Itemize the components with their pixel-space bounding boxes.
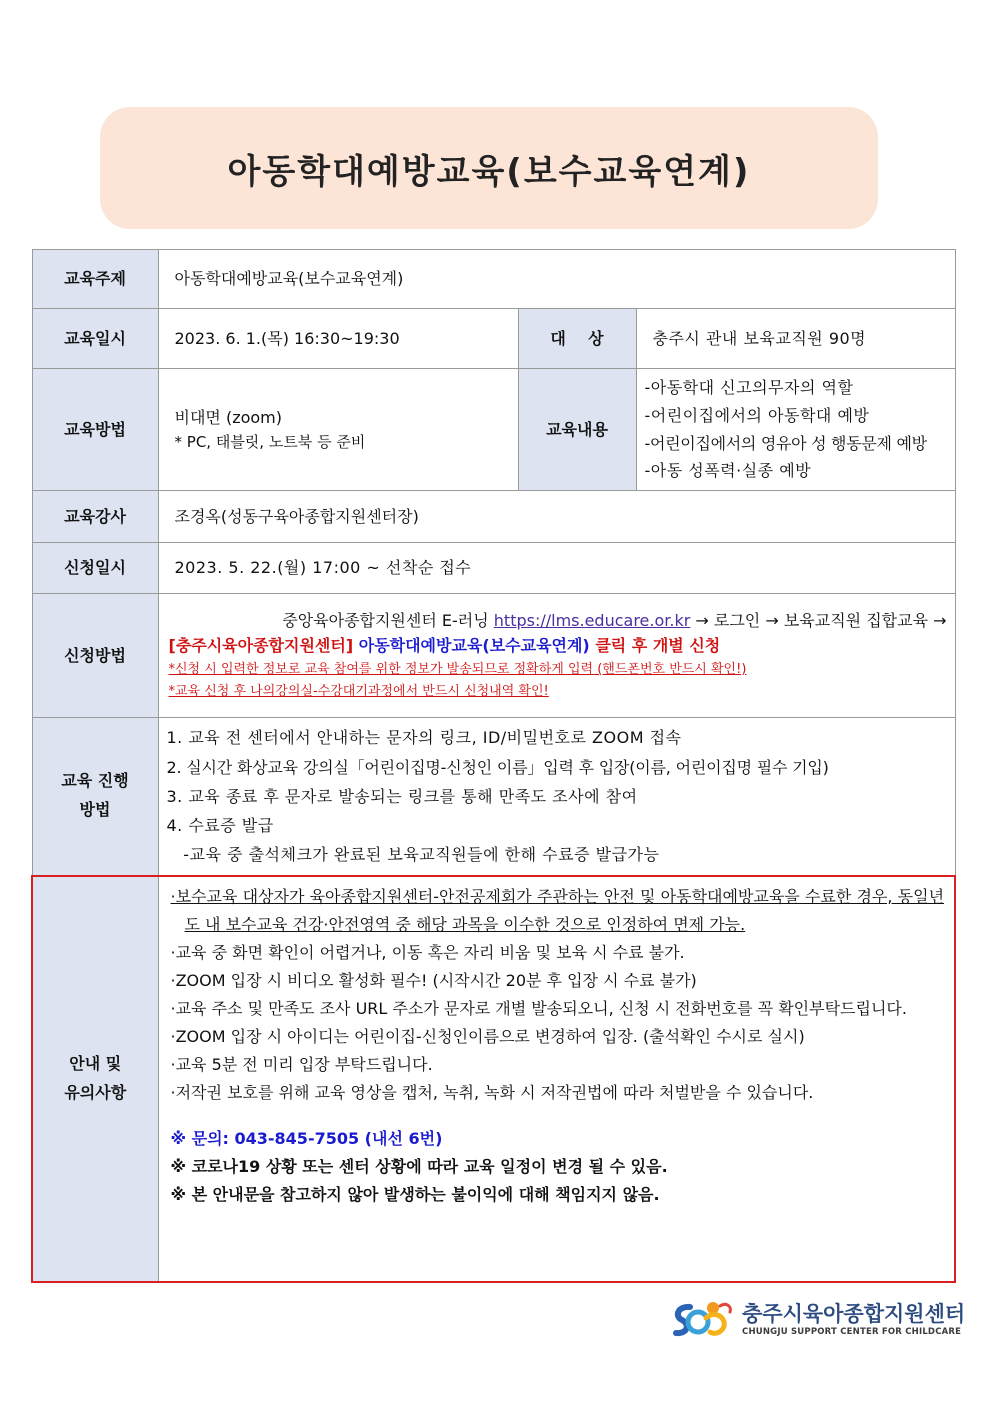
progress-label [32,718,158,876]
method-line2: * PC, 태블릿, 노트북 등 준비 [174,433,366,452]
row-progress [32,718,955,876]
content-list [636,369,955,491]
progress-label-line2: 방법 [79,800,111,820]
logo-name-kr: 충주시육아종합지원센터 [742,1302,966,1327]
disclaimer: ※ 본 안내문을 참고하지 않아 발생하는 불이익에 대해 책임지지 않음. [170,1184,660,1204]
row-lecturer [32,491,955,543]
row-apply-method [32,594,955,718]
apply-method-line1 [169,608,947,634]
row-notice [32,876,955,1282]
progress-step: 3. 교육 종료 후 문자로 발송되는 링크를 통해 만족도 조사에 참여 [166,786,638,806]
row-apply-date [32,543,955,594]
educare-link[interactable]: https://lms.educare.or.kr [493,610,691,630]
date-value: 2023. 6. 1.(목) 16:30~19:30 [158,309,518,369]
logo-mark-icon [668,1298,738,1342]
notice-item: ·ZOOM 입장 시 아이디는 어린이집-신청인이름으로 변경하여 입장. (출석확인 수시로 실시) [170,1026,805,1046]
apply-method-line2 [169,633,947,659]
content-item: -어린이집에서의 아동학대 예방 [644,405,870,425]
target-label: 대 상 [518,309,636,369]
content-item: -아동학대 신고의무자의 역할 [644,378,854,398]
apply-method-label: 신청방법 [32,594,158,718]
apply-method-steps: → 로그인 → 보육교직원 집합교육 → [695,610,947,630]
apply-date-value: 2023. 5. 22.(월) 17:00 ~ 선착순 접수 [158,543,955,594]
target-value: 충주시 관내 보육교직원 90명 [636,309,955,369]
lecturer-value: 조경옥(성동구육아종합지원센터장) [158,491,955,543]
date-label: 교육일시 [32,309,158,369]
notice-item: ·ZOOM 입장 시 비디오 활성화 필수! (시작시간 20분 후 입장 시 수료 불가) [170,970,697,990]
schedule-warning: ※ 코로나19 상황 또는 센터 상황에 따라 교육 일정이 변경 될 수 있음. [170,1156,668,1176]
method-value [158,369,518,491]
row-topic [32,250,955,309]
page-title: 아동학대예방교육(보수교육연계) [227,151,751,192]
notice-label [32,876,158,1282]
info-table [31,249,956,1283]
method-label: 교육방법 [32,369,158,491]
progress-label-line1: 교육 진행 [61,771,129,791]
notice-item: ·보수교육 대상자가 육아종합지원센터-안전공제회가 주관하는 안전 및 아동학대예방교육을 수료한 경우, 동일년도 내 보수교육 건강·안전영역 중 해당 과목을 이수한 것으로 인정하여 면제 가능. [170,886,945,934]
notice-label-line1: 안내 및 [69,1053,122,1073]
notice-label-line2: 유의사항 [64,1082,127,1102]
topic-label: 교육주제 [32,250,158,309]
notice-item: ·저작권 보호를 위해 교육 영상을 캡처, 녹취, 녹화 시 저작권법에 따라 처벌받을 수 있습니다. [170,1082,814,1102]
title-banner [100,107,878,229]
progress-step: 2. 실시간 화상교육 강의실「어린이집명-신청인 이름」입력 후 입장(이름, 어린이집명 필수 기입) [166,757,829,777]
logo-name-en: CHUNGJU SUPPORT CENTER FOR CHILDCARE [742,1326,962,1337]
notice-content [158,876,955,1282]
apply-date-label: 신청일시 [32,543,158,594]
notice-item: ·교육 주소 및 만족도 조사 URL 주소가 문자로 개별 발송되오니, 신청 시 전화번호를 꼭 확인부탁드립니다. [170,998,907,1018]
notice-item: ·교육 중 화면 확인이 어렵거나, 이동 혹은 자리 비움 및 보육 시 수료 불가. [170,942,685,962]
apply-note-1: *신청 시 입력한 정보로 교육 참여를 위한 정보가 발송되므로 정확하게 입력 (핸드폰번호 반드시 확인!) [168,662,747,677]
notice-item: ·교육 5분 전 미리 입장 부탁드립니다. [170,1054,433,1074]
notice-footer [171,1125,945,1209]
progress-step: 1. 교육 전 센터에서 안내하는 문자의 링크, ID/비밀번호로 ZOOM 접속 [166,728,682,748]
row-date [32,309,955,369]
apply-action: 클릭 후 개별 신청 [595,636,721,656]
content-item: -아동 성폭력·실종 예방 [644,461,812,481]
apply-method-intro: 중앙육아종합지원센터 E-러닝 [282,610,489,630]
progress-step: 4. 수료증 발급 [166,815,274,835]
method-line1: 비대면 (zoom) [174,407,283,427]
course-name: 아동학대예방교육(보수교육연계) [358,636,590,656]
content-item: -어린이집에서의 영유아 성 행동문제 예방 [644,433,927,453]
content-label: 교육내용 [518,369,636,491]
apply-note-2: *교육 신청 후 나의강의실-수강대기과정에서 반드시 신청내역 확인! [168,684,549,700]
row-method [32,369,955,491]
topic-value: 아동학대예방교육(보수교육연계) [158,250,955,309]
progress-list [158,718,955,876]
contact-info: ※ 문의: 043-845-7505 (내선 6번) [170,1128,443,1148]
center-logo [668,1297,968,1343]
logo-text [742,1303,965,1336]
center-name-bracket: [충주시육아종합지원센터] [168,636,354,656]
lecturer-label: 교육강사 [32,491,158,543]
progress-step: -교육 중 출석체크가 완료된 보육교직원들에 한해 수료증 발급가능 [166,844,660,864]
apply-method-value [158,594,955,718]
